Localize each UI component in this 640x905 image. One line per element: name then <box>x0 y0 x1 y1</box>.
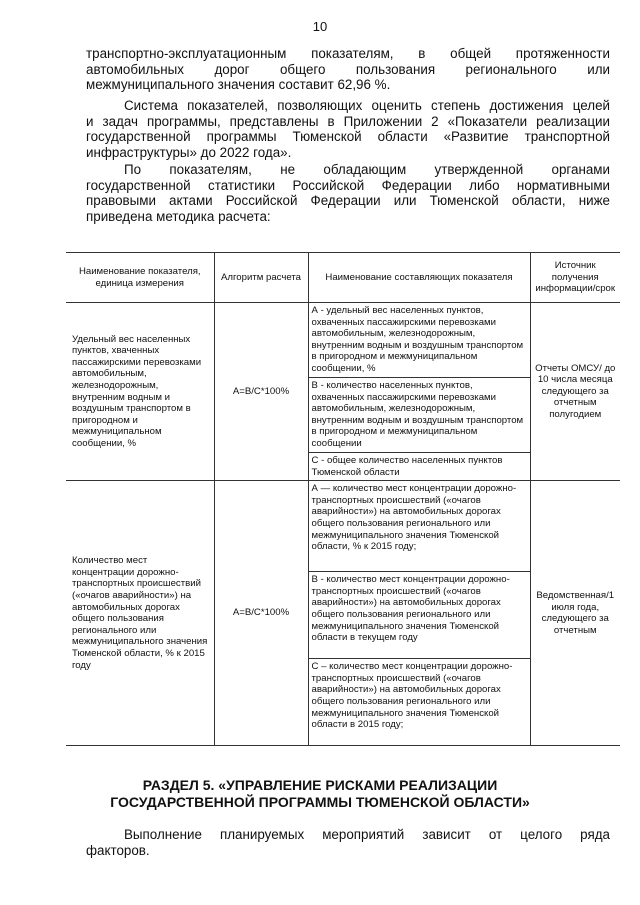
table-header-row <box>66 253 620 303</box>
component-b: В - количество мест концентрации дорожно-транспортных происшествий («очагов аварийности») на автомобильных дорогах общего пользования регионального или межмуниципального значения Тюменской области в текущем году <box>308 572 530 659</box>
component-c: С – количество мест концентрации дорожно-транспортных происшествий («очагов аварийности») на автомобильных дорогах общего пользования регионального или межмуниципального значения Тюменской области в 2015 году; <box>308 659 530 746</box>
header-source: Источник получения информации/срок <box>530 253 620 303</box>
text-line: факторов. <box>86 842 150 858</box>
text-line: транспортно-эксплуатационным показателям, в общей протяженности <box>86 46 610 61</box>
methodology-table <box>66 252 620 746</box>
text-line: государственной статистики Российской Федерации либо нормативными <box>86 177 610 193</box>
method-paragraph <box>86 162 610 224</box>
source-info: Ведомственная/1 июля года, следующего за отчетным <box>530 481 620 746</box>
indicator-name: Количество мест концентрации дорожно-транспортных происшествий («очагов аварийности») на автомобильных дорогах общего пользования регионального или межмуниципального значения Тюменской области, % к 2015 году <box>66 481 214 746</box>
text-line: инфраструктуры» до 2022 года». <box>86 144 292 160</box>
header-components: Наименование составляющих показателя <box>308 253 530 303</box>
header-indicator-name: Наименование показателя, единица измерения <box>66 253 214 303</box>
section-title-line: РАЗДЕЛ 5. «УПРАВЛЕНИЕ РИСКАМИ РЕАЛИЗАЦИИ <box>142 777 498 793</box>
text-line: государственной программы Тюменской области «Развитие транспортной <box>86 129 610 145</box>
algorithm-formula: A=B/C*100% <box>214 303 308 481</box>
text-line: Выполнение планируемых мероприятий зависит от целого ряда <box>124 827 610 842</box>
intro-paragraph <box>86 46 610 93</box>
component-a: А — количество мест концентрации дорожно-транспортных происшествий («очагов аварийности») на автомобильных дорогах общего пользования регионального или межмуниципального значения Тюменской области, % к 2015 году; <box>308 481 530 572</box>
table-row <box>66 481 620 572</box>
header-algorithm: Алгоритм расчета <box>214 253 308 303</box>
section-title <box>0 777 640 811</box>
component-c: С - общее количество населенных пунктов Тюменской области <box>308 453 530 481</box>
source-info: Отчеты ОМСУ/ до 10 числа месяца следующего за отчетным полугодием <box>530 303 620 481</box>
table-row <box>66 303 620 378</box>
text-line: Система показателей, позволяющих оценить степень достижения целей <box>124 98 610 113</box>
system-paragraph <box>86 98 610 160</box>
component-b: В - количество населенных пунктов, охваченных пассажирскими перевозками автомобильным, железнодорожным, внутренним водным и воздушным транспортом в пригородном и межмуниципальном сообщении <box>308 378 530 453</box>
closing-paragraph <box>86 827 610 858</box>
indicator-name: Удельный вес населенных пунктов, хваченных пассажирскими перевозками автомобильным, железнодорожным, внутренним водным и воздушным транспортом в пригородном и межмуниципальном сообщении, % <box>66 303 214 481</box>
component-a: А - удельный вес населенных пунктов, охваченных пассажирскими перевозками автомобильным, железнодорожным, внутренним водным и воздушным транспортом в пригородном и межмуниципальном сообщении, % <box>308 303 530 378</box>
text-line: приведена методика расчета: <box>86 208 271 224</box>
page-number: 10 <box>312 19 328 34</box>
text-line: автомобильных дорог общего пользования регионального или <box>86 61 610 77</box>
algorithm-formula: A=B/C*100% <box>214 481 308 746</box>
section-title-line: ГОСУДАРСТВЕННОЙ ПРОГРАММЫ ТЮМЕНСКОЙ ОБЛАСТИ» <box>110 794 530 810</box>
text-line: и задач программы, представлены в Приложении 2 «Показатели реализации <box>86 113 610 129</box>
text-line: По показателям, не обладающим утвержденной органами <box>124 162 610 177</box>
text-line: правовыми актами Российской Федерации или Тюменской области, ниже <box>86 193 610 209</box>
text-line: межмуниципального значения составит 62,96 %. <box>86 77 391 93</box>
